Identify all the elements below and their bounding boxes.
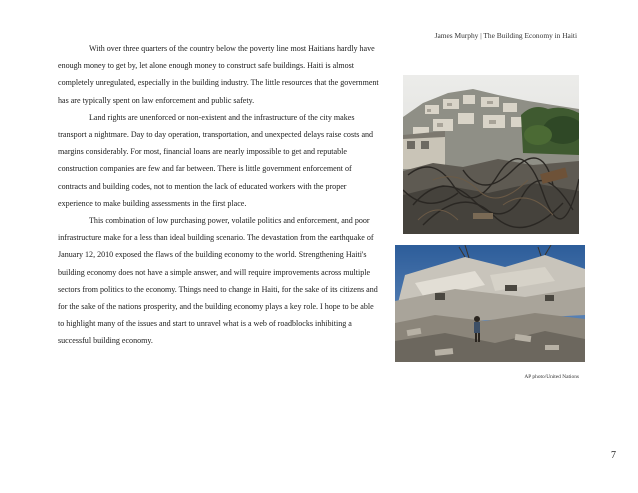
rubble-hillside-image — [403, 75, 579, 234]
collapsed-building-image — [395, 245, 585, 362]
photo-credit-caption: AP photo/United Nations — [524, 374, 579, 380]
body-text — [58, 40, 380, 350]
collapsed-building-photo — [395, 245, 585, 362]
rubble-hillside-photo — [403, 75, 579, 234]
paragraph-poverty: With over three quarters of the country below the poverty line most Haitians hardly have enough money to get by, let alone enough money to construct safe buildings. Haiti is almost completely unregulated, especially in the building industry. The little resources that the government has are typically spent on law enforcement and public safety. — [58, 44, 379, 105]
page-number: 7 — [611, 450, 616, 461]
running-header: James Murphy | The Building Economy in Haiti — [434, 31, 577, 40]
paragraph-land-rights: Land rights are unenforced or non-existent and the infrastructure of the city makes transport a nightmare. Day to day operation, transportation, and unexpected delays raise costs and margins considerably. For most, financial loans are nearly impossible to get and reputable construction companies are few and far between. There is little government enforcement of contracts and building codes, not to mention the lack of educated workers with the proper experience to make building assessments in the first place. — [58, 112, 374, 208]
paragraph-conclusion: This combination of low purchasing power, volatile politics and enforcement, and poor infrastructure make for a less than ideal building scenario. The devastation from the earthquake of January 12, 2010 exposed the flaws of the building economy to the world. Strengthening Haiti's building economy does not have a simple answer, and will require improvements across multiple sectors from politics to the economy. Things need to change in Haiti, for the sake of its citizens and for the sake of the nations prosperity, and the building economy plays a key role. I hope to be able to highlight many of the issues and start to unravel what is a web of roadblocks inhibiting a successful building economy. — [58, 216, 378, 346]
